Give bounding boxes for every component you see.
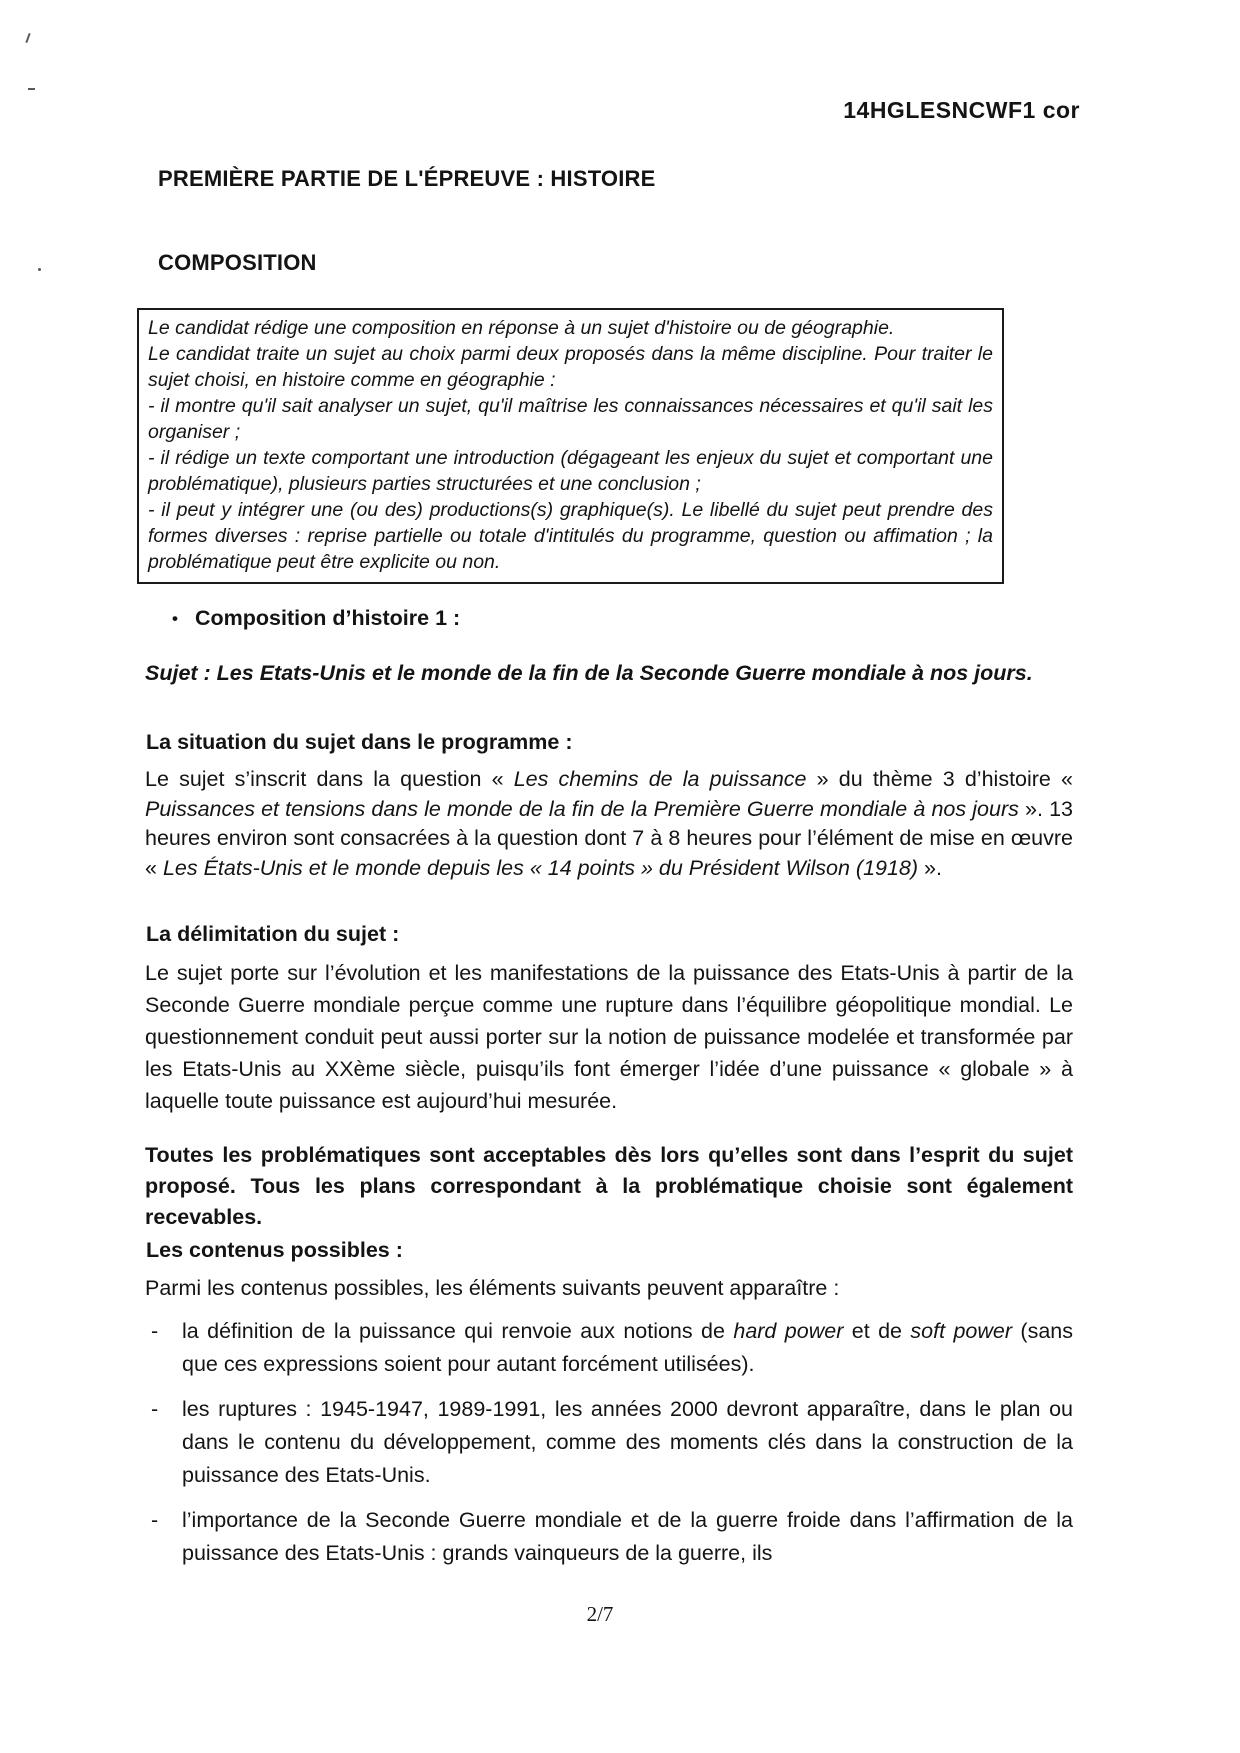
instructions-paragraph: - il montre qu'il sait analyser un sujet, qu'il maîtrise les connaissances nécessaires et qu'il sait les organiser ;	[148, 395, 993, 443]
text-segment: la définition de la puissance qui renvoie aux notions de	[182, 1319, 734, 1343]
list-item	[145, 1315, 1073, 1381]
text-segment: Les chemins de la puissance	[513, 767, 807, 791]
text-segment: ».	[918, 855, 942, 880]
instructions-box	[137, 308, 1004, 584]
contents-list	[145, 1315, 1073, 1582]
text-segment: et de	[843, 1319, 911, 1343]
document-code: 14HGLESNCWF1 cor	[843, 97, 1080, 123]
instructions-paragraph: Le candidat traite un sujet au choix parmi deux proposés dans la même discipline. Pour traiter le sujet choisi, en histoire comme en géographie :	[148, 343, 993, 391]
subject-line: Sujet : Les Etats-Unis et le monde de la fin de la Seconde Guerre mondiale à nos jours.	[145, 661, 1033, 685]
dash-marker: -	[151, 1397, 159, 1421]
situation-heading: La situation du sujet dans le programme :	[146, 730, 573, 754]
list-item	[145, 1504, 1073, 1570]
composition-heading: COMPOSITION	[158, 250, 317, 275]
text-segment: Puissances et tensions dans le monde de la fin de la Première Guerre mondiale à nos jours	[145, 796, 1019, 821]
text-segment: hard power	[733, 1319, 844, 1343]
composition-1-bullet-line	[172, 606, 460, 631]
delimitation-heading: La délimitation du sujet :	[146, 922, 400, 946]
scan-artifact	[25, 33, 30, 43]
evaluation-note: Toutes les problématiques sont acceptables dès lors qu’elles sont dans l’esprit du sujet proposé. Tous les plans correspondant à la problématique choisie sont également recevables.	[145, 1143, 1073, 1229]
instructions-paragraph: - il rédige un texte comportant une introduction (dégageant les enjeux du sujet et comportant une problématique), plusieurs parties structurées et une conclusion ;	[148, 447, 993, 495]
text-segment: (sans que ces expressions soient pour autant forcément utilisées).	[182, 1319, 1074, 1376]
composition-1-label: Composition d’histoire 1 :	[195, 606, 461, 630]
text-segment: les ruptures : 1945-1947, 1989-1991, les années 2000 devront apparaître, dans le plan ou dans le contenu du développement, comme des moments clés dans la construction de la puissance des Etats-Unis.	[182, 1397, 1073, 1487]
text-segment: Les États-Unis et le monde depuis les « 14 points » du Président Wilson (1918)	[162, 855, 919, 880]
instructions-paragraph: Le candidat rédige une composition en réponse à un sujet d'histoire ou de géographie.	[148, 317, 895, 339]
bullet-icon: •	[172, 609, 178, 628]
dash-marker: -	[151, 1319, 159, 1343]
part-title: PREMIÈRE PARTIE DE L'ÉPREUVE : HISTOIRE	[158, 166, 656, 191]
contents-heading: Les contenus possibles :	[146, 1238, 403, 1262]
instructions-paragraph: - il peut y intégrer une (ou des) productions(s) graphique(s). Le libellé du sujet peut prendre des formes diverses : reprise partielle ou totale d'intitulés du programme, question ou affimation ; la problématique peut être explicite ou non.	[148, 499, 993, 573]
text-segment: » du thème 3 d’histoire «	[806, 767, 1074, 791]
scan-artifact	[38, 268, 41, 271]
dash-marker: -	[151, 1508, 159, 1532]
delimitation-paragraph: Le sujet porte sur l’évolution et les manifestations de la puissance des Etats-Unis à partir de la Seconde Guerre mondiale perçue comme une rupture dans l’équilibre géopolitique mondial. Le questionnement conduit peut aussi porter sur la notion de puissance modelée et transformée par les Etats-Unis au XXème siècle, puisqu’ils font émerger l’idée d’une puissance « globale » à laquelle toute puissance est aujourd’hui mesurée.	[145, 961, 1073, 1113]
text-segment: ». 13 heures environ sont consacrées à la question dont 7 à 8 heures pour l’élément de mise en œuvre «	[145, 796, 1073, 880]
text-segment: l’importance de la Seconde Guerre mondiale et de la guerre froide dans l’affirmation de la puissance des Etats-Unis : grands vainqueurs de la guerre, ils	[182, 1508, 1073, 1565]
scan-artifact	[28, 88, 35, 90]
list-item	[145, 1393, 1073, 1492]
text-segment: soft power	[910, 1319, 1013, 1343]
page-number: 2/7	[586, 1602, 614, 1626]
text-segment: Le sujet s’inscrit dans la question «	[145, 767, 514, 791]
situation-paragraph	[145, 765, 1073, 883]
contents-intro: Parmi les contenus possibles, les éléments suivants peuvent apparaître :	[145, 1276, 840, 1300]
